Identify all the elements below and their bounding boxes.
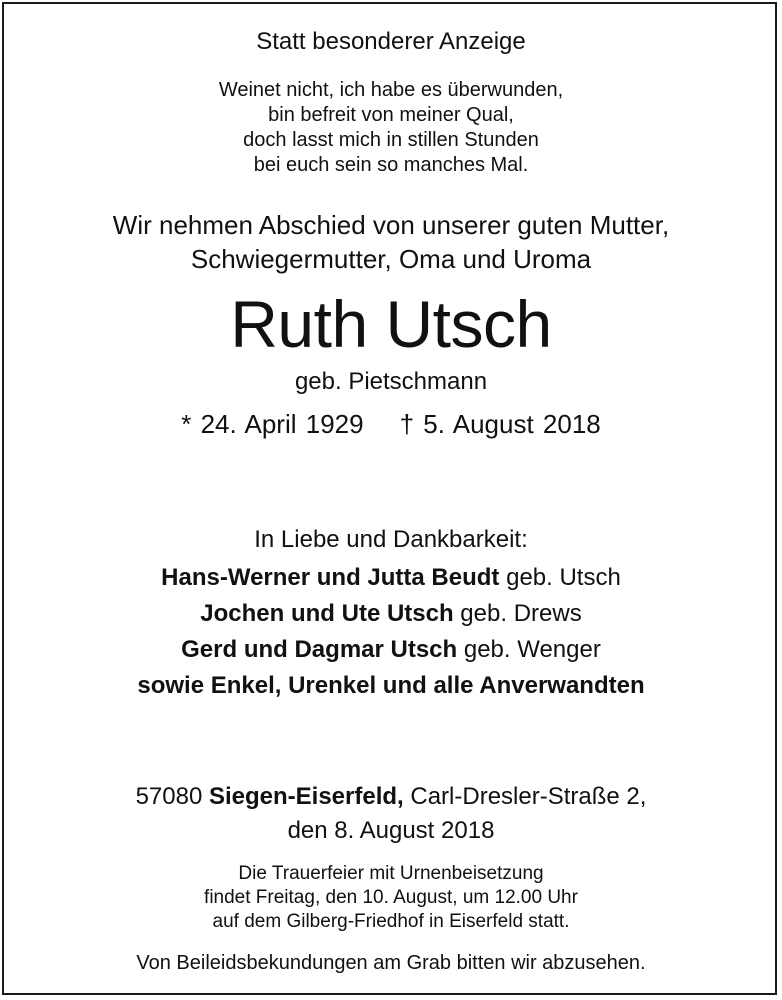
intro-line: Wir nehmen Abschied von unserer guten Mutter, (112, 210, 670, 240)
ceremony-info (0, 862, 782, 934)
zip-code: 57080 (135, 783, 209, 810)
family-maiden-name: geb. Drews (453, 600, 582, 627)
family-list (0, 560, 782, 704)
family-entry (0, 596, 782, 632)
family-entry (0, 560, 782, 596)
address-block (0, 780, 782, 848)
poem-line: doch lasst mich in stillen Stunden (243, 129, 539, 151)
family-names: Gerd und Dagmar Utsch (181, 636, 458, 663)
birth-date: * 24. April 1929 (181, 409, 364, 439)
ceremony-line: findet Freitag, den 10. August, um 12.00 Uhr (204, 887, 578, 908)
life-dates (0, 409, 782, 440)
family-names: Jochen und Ute Utsch (200, 600, 454, 627)
ceremony-line: Die Trauerfeier mit Urnenbeisetzung (238, 863, 544, 884)
family-maiden-name: geb. Wenger (457, 636, 601, 663)
family-names: sowie Enkel, Urenkel und alle Anverwandten (137, 672, 645, 699)
address-line (0, 780, 782, 814)
poem (0, 78, 782, 178)
announcement-date: den 8. August 2018 (287, 817, 495, 844)
farewell-intro (0, 208, 782, 276)
ceremony-line: auf dem Gilberg-Friedhof in Eiserfeld statt. (212, 911, 570, 932)
thanks-heading: In Liebe und Dankbarkeit: (254, 526, 528, 553)
poem-line: bei euch sein so manches Mal. (253, 154, 529, 176)
family-maiden-name: geb. Utsch (499, 564, 621, 591)
poem-line: bin befreit von meiner Qual, (268, 104, 514, 126)
birth-name: geb. Pietschmann (294, 368, 488, 395)
intro-line: Schwiegermutter, Oma und Uroma (190, 244, 592, 274)
poem-line: Weinet nicht, ich habe es überwunden, (218, 79, 564, 101)
family-entry (0, 668, 782, 704)
family-entry (0, 632, 782, 668)
announcement-header: Statt besonderer Anzeige (256, 28, 526, 55)
closing-note: Von Beileidsbekundungen am Grab bitten wir abzusehen. (136, 952, 646, 974)
city: Siegen-Eiserfeld, (208, 783, 404, 810)
deceased-name: Ruth Utsch (230, 287, 552, 361)
death-date: † 5. August 2018 (399, 409, 601, 439)
street: Carl-Dresler-Straße 2, (403, 783, 647, 810)
family-names: Hans-Werner und Jutta Beudt (161, 564, 500, 591)
